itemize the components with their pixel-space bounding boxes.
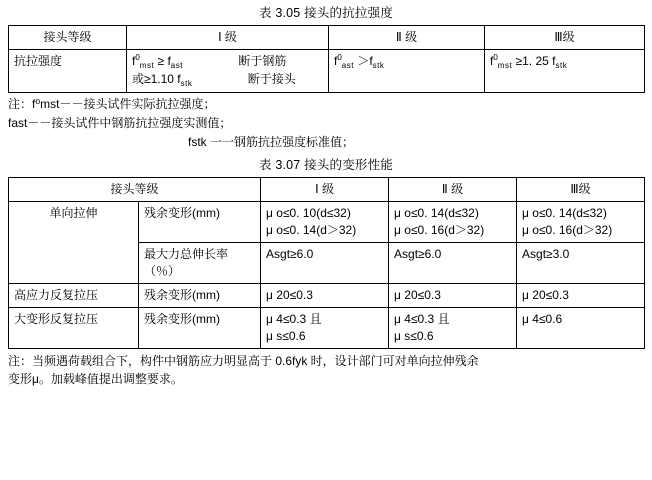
- value-line: μ 4≤0.3 且: [394, 312, 450, 326]
- table2-header-4: Ⅲ级: [517, 178, 645, 202]
- sub-ast: ast: [341, 61, 354, 70]
- sub-mst: mst: [497, 61, 513, 70]
- table2-cell-0-0-lvl2: [389, 202, 517, 243]
- table1-cell-level2: [329, 50, 485, 93]
- f-symbol: f: [334, 54, 338, 68]
- table2-item-label-0-0: 残余变形(mm): [139, 202, 261, 243]
- table-3-05: [8, 25, 645, 93]
- table2-cell-0-1-lvl2: Asgt≥6.0: [389, 243, 517, 284]
- table2-row-name-1: 高应力反复拉压: [9, 284, 139, 308]
- table-row: [9, 26, 645, 50]
- value-line: μ s≤0.6: [266, 329, 306, 343]
- sub-ast: ast: [170, 61, 183, 70]
- sup-0: 0: [135, 53, 140, 62]
- value-line: μ o≤0. 14(d＞32): [266, 223, 357, 237]
- table-row: [9, 202, 645, 243]
- sub-mst: mst: [139, 61, 155, 70]
- table2-row-name-2: 大变形反复拉压: [9, 308, 139, 349]
- table2-cell-2-0-lvl1: [261, 308, 389, 349]
- break-at-joint-text: 断于接头: [247, 72, 296, 86]
- table-row: [9, 284, 645, 308]
- table-row: [9, 178, 645, 202]
- table1-cell-level3: [485, 50, 645, 93]
- ge-fast: ≥ f: [157, 54, 171, 68]
- note-line-3: fstk 一一钢筋抗拉强度标准值；: [188, 135, 355, 149]
- value-line: μ o≤0. 16(d＞32): [394, 223, 485, 237]
- value-line: μ s≤0.6: [394, 329, 434, 343]
- f0mst-symbol: f: [132, 54, 136, 68]
- table2-item-label-0-1: 最大力总伸长率（％）: [139, 243, 261, 284]
- table2-cell-1-0-lvl3: μ 20≤0.3: [517, 284, 645, 308]
- table2-cell-1-0-lvl1: μ 20≤0.3: [261, 284, 389, 308]
- table-row: [9, 308, 645, 349]
- value-line: μ o≤0. 14(d≤32): [394, 206, 479, 220]
- value-line: μ o≤0. 14(d≤32): [522, 206, 607, 220]
- table2-caption: 表 3.07 接头的变形性能: [258, 158, 394, 172]
- sub-stk: stk: [555, 61, 568, 70]
- table2-cell-1-0-lvl2: μ 20≤0.3: [389, 284, 517, 308]
- table2-cell-0-0-lvl1: [261, 202, 389, 243]
- table1-header-0: 接头等级: [9, 26, 127, 50]
- table2-notes: [8, 352, 644, 388]
- table1-header-2: Ⅱ 级: [329, 26, 485, 50]
- ge-125-fstk: ≥1. 25 f: [515, 54, 556, 68]
- table2-header-2: Ⅰ 级: [261, 178, 389, 202]
- table2-item-label-2-0: 残余变形(mm): [139, 308, 261, 349]
- note-line-1: 注：f⁰mst－－接头试件实际抗拉强度；: [8, 97, 216, 111]
- table2-cell-0-1-lvl1: Asgt≥6.0: [261, 243, 389, 284]
- note-line-2: fast－－接头试件中钢筋抗拉强度实测值；: [8, 116, 232, 130]
- break-at-steel-text: 断于钢筋: [238, 54, 287, 68]
- table2-row-name-0: 单向拉伸: [9, 202, 139, 284]
- table2-header-3: Ⅱ 级: [389, 178, 517, 202]
- table-row: [9, 50, 645, 93]
- sub-stk: stk: [372, 61, 385, 70]
- value-line: μ 4≤0.3 且: [266, 312, 322, 326]
- value-line: μ 4≤0.6: [522, 312, 563, 326]
- table2-item-label-1-0: 残余变形(mm): [139, 284, 261, 308]
- table1-cell-level1: [127, 50, 329, 93]
- value-line: μ o≤0. 16(d＞32): [522, 223, 613, 237]
- gt-fstk: ＞f: [357, 54, 373, 68]
- note2-line-2: 变形μ。加载峰值提出调整要求。: [8, 372, 183, 386]
- sup-0: 0: [493, 53, 498, 62]
- table1-header-1: Ⅰ 级: [127, 26, 329, 50]
- sub-stk: stk: [180, 79, 193, 88]
- table1-caption: 表 3.05 接头的抗拉强度: [258, 6, 394, 20]
- table2-cell-0-1-lvl3: Asgt≥3.0: [517, 243, 645, 284]
- table2-cell-0-0-lvl3: [517, 202, 645, 243]
- note2-line-1: 注：当频遇荷载组合下，构件中钢筋应力明显高于 0.6fyk 时，设计部门可对单向拉伸残余: [8, 354, 479, 368]
- table1-row-label: 抗拉强度: [9, 50, 127, 93]
- value-line: μ o≤0. 10(d≤32): [266, 206, 351, 220]
- table1-header-3: Ⅲ级: [485, 26, 645, 50]
- table1-notes: [8, 95, 644, 152]
- f-symbol: f: [490, 54, 494, 68]
- table2-cell-2-0-lvl3: [517, 308, 645, 349]
- table-3-07: [8, 177, 645, 349]
- document-page: [0, 4, 652, 480]
- sup-0: 0: [337, 53, 342, 62]
- table2-cell-2-0-lvl2: [389, 308, 517, 349]
- or-ge-110: 或≥1.10 f: [132, 72, 181, 86]
- table2-header-0: 接头等级: [9, 178, 261, 202]
